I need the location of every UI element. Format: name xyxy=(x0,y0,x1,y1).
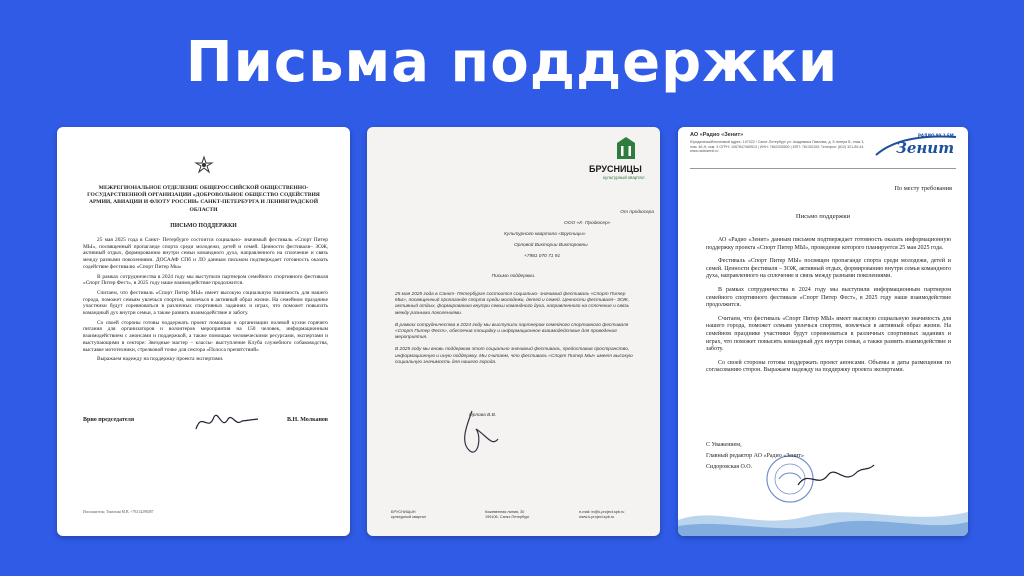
sign-name: Сидоровская О.О. xyxy=(706,464,753,470)
footer-col xyxy=(485,510,530,520)
paragraph: В рамках сотрудничества в 2024 году мы выступили партнером семейного спортивного фестиваля «Спорт Питер Фест», обеспечив площадку и информационное взаимодействие для проведения мероприятия. xyxy=(395,322,629,341)
letter-title: Письмо поддержки xyxy=(795,213,851,220)
paragraph: АО «Радио «Зенит» данным письмом подтверждает готовность оказать информационную поддержку проекта «Спорт Питер МЫ», проведение которого планируется 25 мая 2025 года. xyxy=(706,237,951,251)
letter-dosaaf xyxy=(57,127,350,536)
sign-role: Главный редактор АО «Радио «Зенит» xyxy=(706,453,804,459)
signature-row xyxy=(83,417,328,423)
header-line: ООО «К- Продюсер» xyxy=(564,221,611,226)
footer-line: 199106, Санкт-Петербург xyxy=(485,515,530,519)
footer-line: культурный квартал xyxy=(391,515,426,519)
paragraph: 25 мая 2025 года в Санкт- Петербурге состоится социально- значимый фестиваль «Спорт Питер МЫ», посвященный пропаганде спорта среди молодежи, детей и семей. Ценности фестиваля– ЗОЖ, активный отдых, формированию внутри семьи командного духа, направленного на сплочение и связь между разными поколениями. ДОСААФ СПб и ЛО данным письмом подтверждает готовность оказать содействие фестивалю «Спорт Питер Мы» xyxy=(83,237,328,270)
brand-subtitle: культурный квартал xyxy=(603,175,645,180)
closing: С Уважением, xyxy=(706,442,742,448)
sign-name: В.Н. Молканов xyxy=(287,417,328,423)
letter-header xyxy=(504,207,654,262)
paragraph: Со своей стороны готовы поддержать проект анонсами. Объемы и даты размещения по согласованию сторон. Выражаем надежду на поддержку проекта экспертами. xyxy=(706,359,951,374)
header-line: Орловой Виктории Викторовны xyxy=(514,243,588,248)
letter-footer: Исполнитель: Тимохин М.В. +79214298487 xyxy=(83,510,154,514)
paragraph: В 2025 году мы вновь поддержим этот социально значимый фестиваль, предоставив пространство, информационную и иную поддержку. Мы считаем, что фестиваль «Спорт Питер МЫ» имеет высокую социальную значимость для нашего города. xyxy=(395,347,633,365)
radio-zenit-logo xyxy=(874,133,958,159)
signature-block xyxy=(706,440,946,473)
org-name: МЕЖРЕГИОНАЛЬНОЕ ОТДЕЛЕНИЕ ОБЩЕРОССИЙСКОЙ ОБЩЕСТВЕННО-ГОСУДАРСТВЕННОЙ ОРГАНИЗАЦИИ «ДОБРОВОЛЬНОЕ ОБЩЕСТВО СОДЕЙСТВИЯ АРМИИ, АВИАЦИИ И ФЛОТУ РОССИИ» САНКТ-ПЕТЕРБУРГА И ЛЕНИНГРАДСКОЙ ОБЛАСТИ xyxy=(87,185,320,213)
company-address: Юридический/почтовый адрес: 197022 / Санкт-Петербург ул. Академика Павлова, д. 5 литера В, этаж 3, пом. 46-Н, ком. 3 ОГРН: 1067847465513 | ИНН: 7842335500 | КПП: 781301001 Телефон: (812) 321-89-44 www.radiozenit.ru xyxy=(690,140,865,154)
header-line: Культурного квартала «Брусницы» xyxy=(504,232,586,237)
footer-line: www.k-project.spb.ru xyxy=(579,515,615,519)
footer-col xyxy=(579,510,624,520)
footer-line: e-mail: in@k-project.spb.ru xyxy=(579,510,625,514)
brand-name: БРУСНИЦЫ xyxy=(589,164,642,174)
logo-text: Зенит xyxy=(896,139,955,157)
paragraph: Со своей стороны готовы поддержать проект помощью в организации полевой кухни горячего питания для организаторов и волонтеров мероприятия на 150 человек, информационным взаимодействием с анонсами и поддержкой, а также помощью человеческими ресурсами, экспертами и выступающими в секторе: Звездные мастер – классы- выступление Клуба служебного собаководства, выставке мототехники, стрелковой точке для сектора «Полоса препятствий» xyxy=(83,319,328,353)
letter-body xyxy=(83,237,328,366)
signer-name: Орлова В.В. xyxy=(469,413,497,418)
brusnitsy-logo-icon xyxy=(615,135,637,161)
paragraph: 25 мая 2025 года в Санкт- Петербурге состоится социально- значимый фестиваль «Спорт Питер МЫ», посвященный пропаганде спорта среди молодежи, детей и семей. Ценности фестиваля– ЗОЖ, активный отдых, формированию внутри семьи командного духа, направленного на сплочение и связь между разными поколениями. xyxy=(395,292,630,316)
salutation: Письмо поддержки. xyxy=(491,274,536,279)
letter-radio-zenit xyxy=(678,127,968,536)
footer-line: Кожевенная линия, 30 xyxy=(485,510,525,514)
header-line: От продюсера xyxy=(620,210,654,215)
paragraph: В рамках сотрудничества в 2024 году мы выступили информационным партнером семейного спортивного фестиваля «Спорт Питер Фест», в 2025 году наше взаимодействие продолжится. xyxy=(706,286,951,309)
footer-line: БРУСНИЦЫН xyxy=(391,510,416,514)
letter-body xyxy=(395,292,635,372)
paragraph: Фестиваль «Спорт Питер МЫ» посвящен пропаганде спорта среди молодежи, детей и семей. Ценности фестиваля – ЗОЖ, активный отдых, формированию внутри семьи командного духа, направленного на сплочение и связь между разными поколениями. xyxy=(706,258,951,280)
paragraph: Считаем, что фестиваль «Спорт Питер МЫ» имеет высокую социальную значимость для нашего города, поможет семьям увлечься спортом, вовлечься в активный образ жизни. На семейном празднике участники будут соревноваться в различных спортивных заданиях и играх, что поможет повысить командный дух внутри семьи, а также развить взаимодействие и заботу. xyxy=(706,315,951,353)
logo-frequency: РАДИО 89.1 FM xyxy=(918,133,954,138)
company-name: АО «Радио «Зенит» xyxy=(690,132,744,138)
sign-role: Врио председателя xyxy=(83,417,135,423)
letter-title: ПИСЬМО ПОДДЕРЖКИ xyxy=(170,223,237,229)
letter-brusnitsy xyxy=(367,127,660,536)
page-title: Письма поддержки xyxy=(185,30,839,95)
paragraph: В рамках сотрудничества в 2024 году мы выступили партнером семейного спортивного фестиваля «Спорт Питер Фест», в 2025 году наше взаимодействие продолжится. xyxy=(83,273,328,287)
dosaaf-emblem-icon xyxy=(194,155,214,175)
paragraph: Считаем, что фестиваль «Спорт Питер МЫ» имеет высокую социальную значимость для нашего города, поможет семьям увлечься спортом, вовлечься в активный образ жизни. На семейном празднике участники будут соревноваться в различных спортивных заданиях и играх, что поможет повысить командный дух внутри семьи, а также развить взаимодействие и заботу. xyxy=(83,289,328,317)
header-line: +7981 070 71 91 xyxy=(524,254,561,259)
paragraph: Выражаем надежду на поддержку проекта экспертами. xyxy=(97,356,224,363)
footer-col xyxy=(391,510,426,520)
letter-body xyxy=(706,237,951,381)
header-divider xyxy=(690,168,956,169)
decorative-wave xyxy=(678,496,968,536)
addressee: По месту требования xyxy=(894,185,952,192)
